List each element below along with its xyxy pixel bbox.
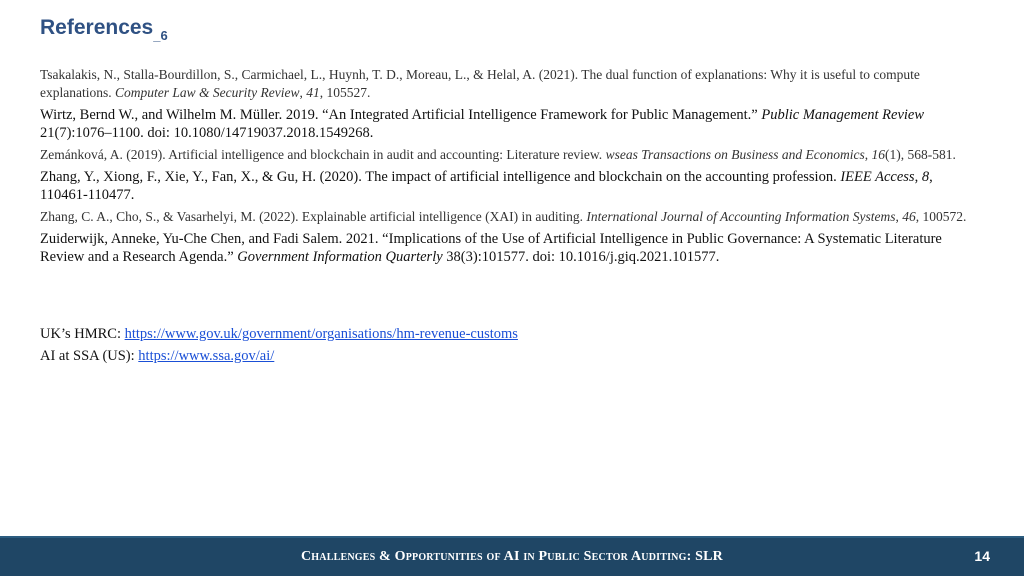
reference-item: Wirtz, Bernd W., and Wilhelm M. Müller. 2019. “An Integrated Artificial Intelligence Framework for Public Management.” Public Management Review 21(7):1076–1100. doi: 10.1080/14719037.2018.1549268. bbox=[40, 107, 925, 141]
reference-item: Zuiderwijk, Anneke, Yu-Che Chen, and Fadi Salem. 2021. “Implications of the Use of Artificial Intelligence in Public Governance: A Systematic Literature Review and a Research Agenda.” Government Information Quarterly 38(3):101577. doi: 10.1016/j.giq.2021.101577. bbox=[40, 231, 942, 265]
footer-bar bbox=[0, 536, 1024, 576]
reference-item: Tsakalakis, N., Stalla-Bourdillon, S., Carmichael, L., Huynh, T. D., Moreau, L., & Helal, A. (2021). The dual function of explanations: Why it is useful to compute explanations. Computer Law & Security Review, 41, 105527. bbox=[40, 67, 920, 100]
link-row-hmrc bbox=[40, 323, 518, 345]
footer-title: Challenges & Opportunities of AI in Public Sector Auditing: SLR bbox=[301, 549, 723, 564]
reference-item: Zhang, C. A., Cho, S., & Vasarhelyi, M. (2022). Explainable artificial intelligence (XAI) in auditing. International Journal of Accounting Information Systems, 46, 100572. bbox=[40, 209, 967, 224]
page-number: 14 bbox=[974, 548, 990, 564]
reference-list bbox=[40, 66, 980, 270]
page-title-suffix: _6 bbox=[153, 28, 168, 43]
page-title bbox=[40, 16, 168, 43]
ssa-ai-link[interactable]: https://www.ssa.gov/ai/ bbox=[138, 348, 275, 364]
link-label: AI at SSA (US): bbox=[40, 348, 139, 364]
reference-item: Zhang, Y., Xiong, F., Xie, Y., Fan, X., & Gu, H. (2020). The impact of artificial intelligence and blockchain on the accounting profession. IEEE Access, 8, 110461-110477. bbox=[40, 169, 933, 203]
link-row-ssa bbox=[40, 345, 518, 367]
link-label: UK’s HMRC: bbox=[40, 326, 125, 342]
hmrc-link[interactable]: https://www.gov.uk/government/organisations/hm-revenue-customs bbox=[124, 326, 518, 342]
reference-item: Zemánková, A. (2019). Artificial intelligence and blockchain in audit and accounting: Literature review. wseas Transactions on Business and Economics, 16(1), 568-581. bbox=[40, 147, 956, 162]
resource-links bbox=[40, 323, 518, 367]
page-title-text: References bbox=[40, 16, 154, 39]
